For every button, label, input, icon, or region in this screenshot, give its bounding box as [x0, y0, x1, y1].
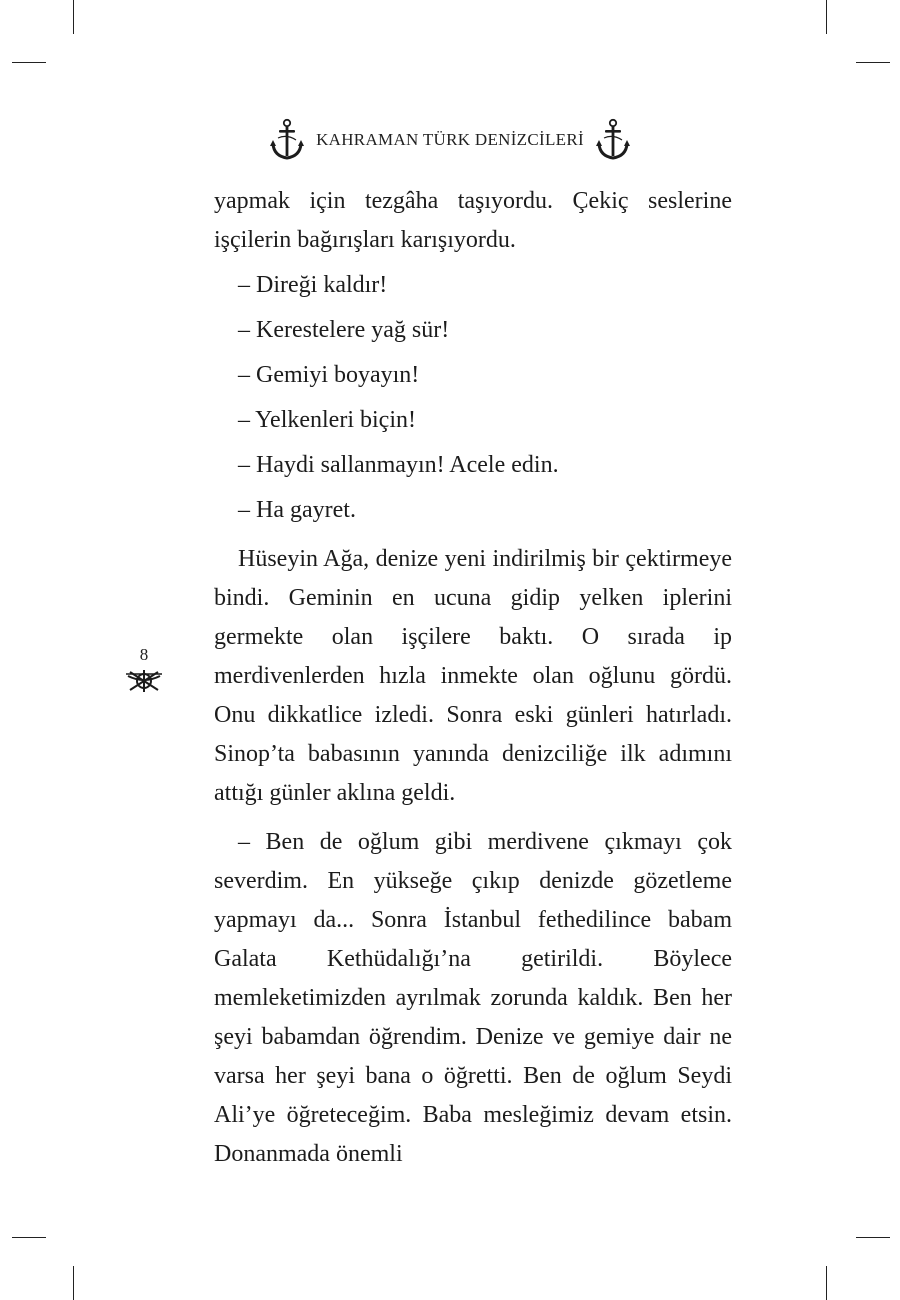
dialog-line: – Haydi sallanmayın! Acele edin. [238, 452, 559, 478]
dialog-line: – Kerestelere yağ sür! [238, 317, 450, 343]
crop-mark-bottom-right [826, 1266, 827, 1300]
crop-mark-top-right [826, 0, 827, 34]
page-number: 8 [139, 645, 149, 664]
crop-mark-left-bottom [12, 1237, 46, 1238]
page-folio [118, 646, 170, 694]
paragraph-continuation: yapmak için tezgâha taşıyordu. Çekiç seslerine işçilerin bağırışları karışıyordu. [214, 188, 732, 253]
dialog-line: – Yelkenleri biçin! [238, 407, 416, 433]
dialog-line: – Direği kaldır! [238, 272, 388, 298]
anchor-icon [270, 118, 304, 162]
running-header-title: KAHRAMAN TÜRK DENİZCİLERİ [316, 130, 584, 149]
crop-mark-bottom-left [73, 1266, 74, 1300]
ship-wheel-icon [124, 662, 164, 692]
crop-mark-right-bottom [856, 1237, 890, 1238]
paragraph: – Ben de oğlum gibi merdivene çıkmayı çok severdim. En yükseğe çıkıp denizde gözetleme yapmayı da... Sonra İstanbul fethedilince babam Galata Kethüdalığı’na getirildi. Böylece memleketimizden ayrılmak zorunda kaldık. Ben her şeyi babamdan öğrendim. Denize ve gemiye dair ne varsa her şeyi bana o öğretti. Ben de oğlum Seydi Ali’ye öğreteceğim. Baba mesleğimiz devam etsin. Donanmada önemli [214, 829, 732, 1167]
running-header [0, 118, 900, 162]
body-text [214, 182, 732, 1174]
dialog-line: – Ha gayret. [238, 497, 356, 523]
paragraph: Hüseyin Ağa, denize yeni indirilmiş bir çektirmeye bindi. Geminin en ucuna gidip yelken iplerini germekte olan işçilere baktı. O sırada ip merdivenlerden hızla inmekte olan oğlunu gördü. Onu dikkatlice izledi. Sonra eski günleri hatırladı. Sinop’ta babasının yanında denizciliğe ilk adımını attığı günler aklına geldi. [214, 546, 732, 806]
dialog-line: – Gemiyi boyayın! [238, 362, 420, 388]
crop-mark-right-top [856, 62, 890, 63]
crop-mark-left-top [12, 62, 46, 63]
anchor-icon [596, 118, 630, 162]
crop-mark-top-left [73, 0, 74, 34]
